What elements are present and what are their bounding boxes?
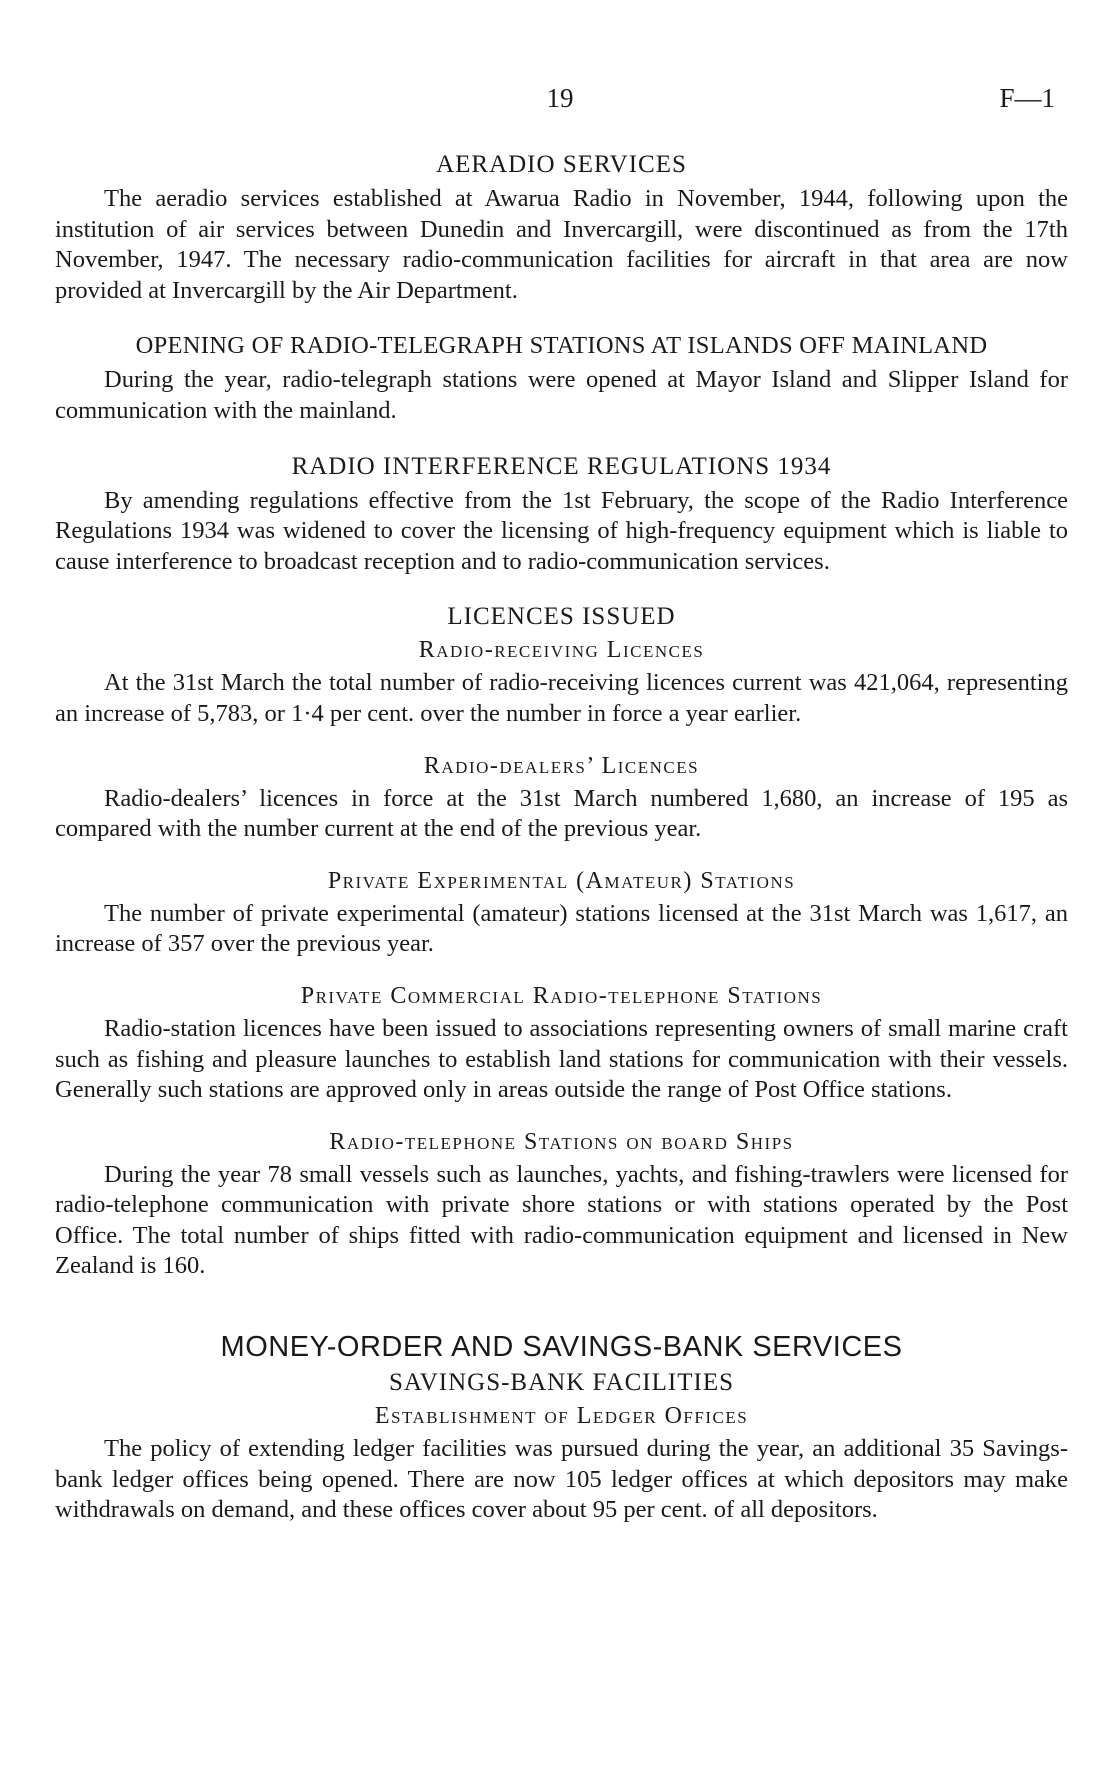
ledger-offices-paragraph: The policy of extending ledger facilities was pursued during the year, an additional 35 Savings-bank ledger offices being opened. There are now 105 ledger offices at which depositors may make withdrawals on demand, and these offices cover about 95 per cent. of all depositors. — [55, 1435, 1068, 1524]
interference-heading: RADIO INTERFERENCE REGULATIONS 1934 — [291, 452, 832, 480]
aeradio-paragraph: The aeradio services established at Awarua Radio in November, 1944, following upon the institution of air services between Dunedin and Invercargill, were discontinued as from the 17th November, 1947. The necessary radio-communication facilities for aircraft in that area are now provided at Invercargill by the Air Department. — [55, 185, 1068, 304]
dealers-licences-heading: Radio-dealers’ Licences — [423, 752, 700, 779]
page-number: 19 — [546, 83, 574, 113]
savings-bank-heading: SAVINGS-BANK FACILITIES — [388, 1369, 734, 1397]
commercial-stations-paragraph: Radio-station licences have been issued to associations representing owners of small marine craft such as fishing and pleasure launches to establish land stations for communication with their vessels. Generally such stations are approved only in areas outside the range of Post Office stations. — [55, 1014, 1068, 1104]
aeradio-heading: AERADIO SERVICES — [436, 151, 687, 178]
money-order-heading: MONEY-ORDER AND SAVINGS-BANK SERVICES — [220, 1331, 903, 1364]
page-reference: F—1 — [999, 83, 1055, 113]
amateur-stations-paragraph: The number of private experimental (amateur) stations licensed at the 31st March was 1,617, an increase of 357 over the previous year. — [55, 899, 1068, 958]
dealers-licences-paragraph: Radio-dealers’ licences in force at the 31st March numbered 1,680, an increase of 195 as compared with the number current at the end of the previous year. — [55, 784, 1068, 843]
interference-paragraph: By amending regulations effective from the 1st February, the scope of the Radio Interference Regulations 1934 was widened to cover the licensing of high-frequency equipment which is liable to cause interference to broadcast reception and to radio-communication services. — [55, 486, 1068, 575]
ledger-offices-heading: Establishment of Ledger Offices — [374, 1403, 749, 1430]
licences-heading: LICENCES ISSUED — [447, 603, 676, 631]
amateur-stations-heading: Private Experimental (Amateur) Stations — [327, 867, 796, 894]
islands-paragraph: During the year, radio-telegraph stations were opened at Mayor Island and Slipper Island for communication with the mainland. — [55, 366, 1068, 424]
commercial-stations-heading: Private Commercial Radio-telephone Stations — [300, 982, 823, 1009]
receiving-licences-heading: Radio-receiving Licences — [418, 637, 705, 664]
ship-stations-paragraph: During the year 78 small vessels such as launches, yachts, and fishing-trawlers were licensed for radio-telephone communication with private shore stations or with stations operated by the Post Office. The total number of ships fitted with radio-communication equipment and licensed in New Zealand is 160. — [55, 1160, 1068, 1280]
receiving-licences-paragraph: At the 31st March the total number of radio-receiving licences current was 421,064, representing an increase of 5,783, or 1·4 per cent. over the number in force a year earlier. — [55, 669, 1068, 727]
ship-stations-heading: Radio-telephone Stations on board Ships — [329, 1128, 794, 1155]
islands-heading: OPENING OF RADIO-TELEGRAPH STATIONS AT ISLANDS OFF MAINLAND — [135, 332, 988, 360]
page-content — [55, 148, 1068, 1526]
